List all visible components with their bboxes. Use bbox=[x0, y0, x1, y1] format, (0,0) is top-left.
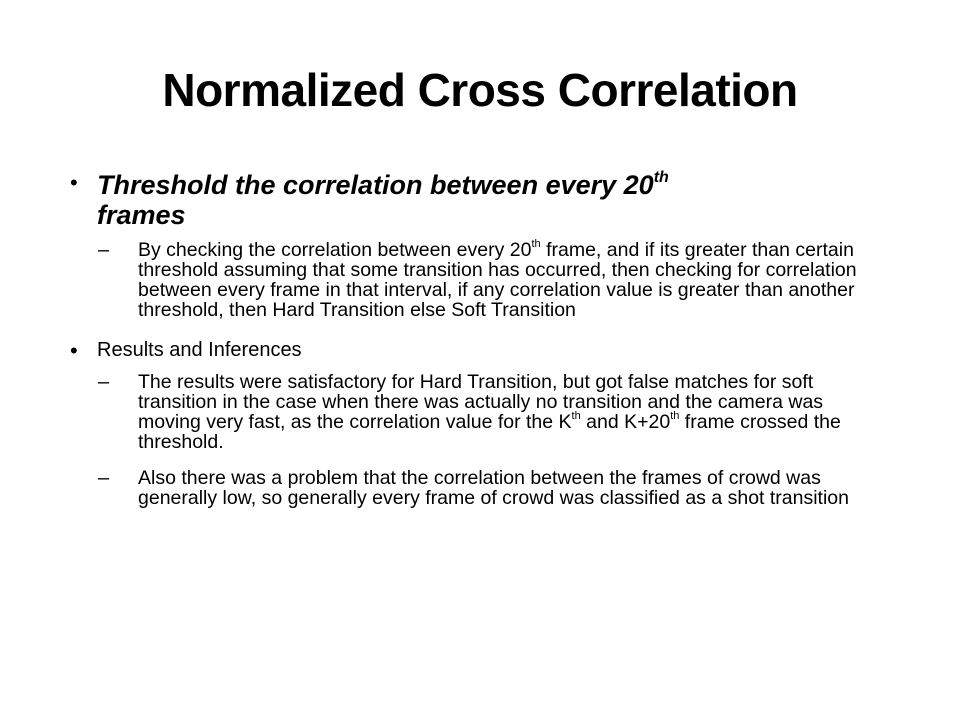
slide-title: Normalized Cross Correlation bbox=[162, 64, 798, 116]
bullet-item-2 bbox=[70, 338, 910, 362]
bullet-text-2: Results and Inferences bbox=[97, 339, 302, 361]
dash-icon: – bbox=[98, 239, 110, 261]
slide-content bbox=[70, 170, 910, 508]
bullet-icon: • bbox=[70, 338, 78, 363]
dash-icon: – bbox=[98, 467, 110, 489]
bullet-icon: • bbox=[70, 170, 78, 195]
subpoint-text-2-2: Also there was a problem that the correlation between the frames of crowd was generally low, so generally every frame of crowd was classified as a shot transition bbox=[138, 467, 849, 509]
subpoint-2-1 bbox=[98, 371, 910, 453]
subpoint-text-1-1: By checking the correlation between every 20th frame, and if its greater than certain threshold assuming that some transition has occurred, then checking for correlation between every frame in that interval, if any correlation value is greater than another threshold, then Hard Transition else Soft Transition bbox=[138, 237, 857, 321]
subpoint-1-1 bbox=[98, 237, 910, 321]
bullet-item-1 bbox=[70, 170, 910, 230]
bullet-text-1: Threshold the correlation between every 20th frames bbox=[97, 169, 669, 230]
dash-icon: – bbox=[98, 371, 110, 393]
subpoint-2-2 bbox=[98, 467, 910, 509]
subpoint-text-2-1: The results were satisfactory for Hard Transition, but got false matches for soft transition in the case when there was actually no transition and the camera was moving very fast, as the correlation value for the $K^{th}$ and K+20th frame crossed the threshold. bbox=[138, 371, 841, 453]
